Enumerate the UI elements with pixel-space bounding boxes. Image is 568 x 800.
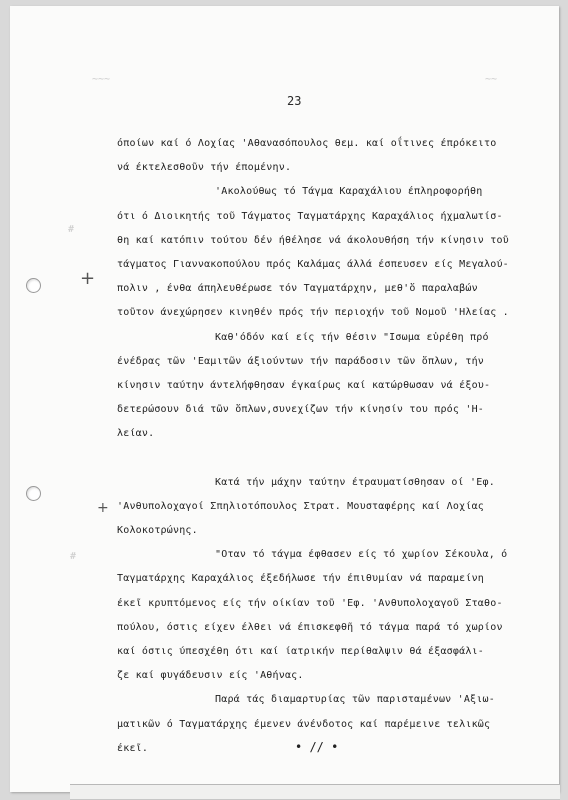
- text-line: "Οταν τό τάγμα έφθασεν είς τό χωρίον Σέκουλα, ό: [215, 549, 508, 561]
- page-footer: • // •: [295, 740, 339, 754]
- text-line: ματικῶν ό Ταγματάρχης έμενεν άνένδοτος καί παρέμεινε τελικῶς: [117, 718, 491, 730]
- text-line: τοῦτον άνεχώρησεν κινηθέν πρός τήν περιοχήν τοῦ Νομοῦ 'Ηλείας .: [117, 307, 509, 319]
- text-line: ότι ό Διοικητής τοῦ Τάγματος Ταγματάρχης Καραχάλιος ήχμαλωτίσ-: [117, 210, 503, 222]
- text-line: Παρά τάς διαμαρτυρίας τῶν παρισταμένων 'Αξιω-: [215, 694, 495, 706]
- text-line: τάγματος Γιαννακοπούλου πρός Καλάμας άλλά έσπευσεν είς Μεγαλού-: [117, 258, 509, 270]
- bleed-through-mark: ~~~: [92, 74, 111, 85]
- bleed-through-mark: ~~: [485, 74, 498, 85]
- text-line: Ταγματάρχης Καραχάλιος έξεδήλωσε τήν έπιθυμίαν νά παραμείνη: [117, 573, 485, 585]
- text-line: πούλου, όστις είχεν έλθει νά έπισκεφθῆ τό τάγμα παρά τό χωρίον: [117, 621, 503, 633]
- bleed-through-mark: #: [68, 224, 75, 235]
- paper-stack-edge: [70, 784, 560, 800]
- text-line: ζε καί φυγάδευσιν είς 'Αθήνας.: [117, 670, 304, 682]
- punch-hole: [26, 486, 41, 501]
- text-line: θη καί κατόπιν τούτου δέν ήθέλησε νά άκολουθήση τήν κίνησιν τοῦ: [117, 234, 509, 246]
- text-line: νά έκτελεσθοῦν τήν έπομένην.: [117, 162, 292, 174]
- text-line: όποίων καί ό Λοχίας 'Αθανασόπουλος θεμ. καί οΐτινες έπρόκειτο: [117, 138, 497, 149]
- text-line: 'Ανθυπολοχαγοί Σπηλιοτόπουλος Στρατ. Μουσταφέρης καί Λοχίας: [117, 500, 485, 512]
- bleed-through-mark: #: [70, 551, 77, 562]
- text-line: έκεῖ κρυπτόμενος είς τήν οίκίαν τοῦ 'Εφ. 'Ανθυπολοχαγοῦ Σταθο-: [117, 597, 503, 609]
- punch-hole: [26, 278, 41, 293]
- text-line: έκεῖ.: [117, 742, 149, 754]
- text-line: πολιν , ένθα άπηλευθέρωσε τόν Ταγματάρχην, μεθ'ὅ παραλαβών: [117, 283, 478, 295]
- text-line: καί όστις ύπεσχέθη ότι καί ίατρικήν περίθαλψιν θά έξασφάλι-: [117, 645, 485, 657]
- text-line: Κατά τήν μάχην ταύτην έτραυματίσθησαν οί 'Εφ.: [215, 476, 495, 488]
- text-line: Καθ'όδόν καί είς τήν θέσιν "Ισωμα εὑρέθη πρό: [215, 331, 489, 343]
- text-line: δετερώσουν διά τῶν ὅπλων,συνεχίζων τήν κίνησίν του πρός 'Η-: [117, 404, 485, 416]
- text-line: 'Ακολούθως τό Τάγμα Καραχάλιου έπληροφορήθη: [215, 186, 483, 198]
- margin-mark: +: [97, 500, 109, 516]
- margin-mark: +: [80, 268, 96, 289]
- text-line: Κολοκοτρώνης.: [117, 525, 198, 536]
- body-text: [117, 132, 557, 761]
- text-line: κίνησιν ταύτην άντελήφθησαν έγκαίρως καί κατώρθωσαν νά έξου-: [117, 379, 491, 391]
- document-page: [10, 6, 559, 792]
- page-number: 23: [287, 94, 302, 108]
- text-line: λείαν.: [117, 428, 155, 440]
- text-line: ένέδρας τῶν 'Εαμιτῶν άξιούντων τήν παράδοσιν τῶν ὅπλων, τήν: [117, 355, 485, 367]
